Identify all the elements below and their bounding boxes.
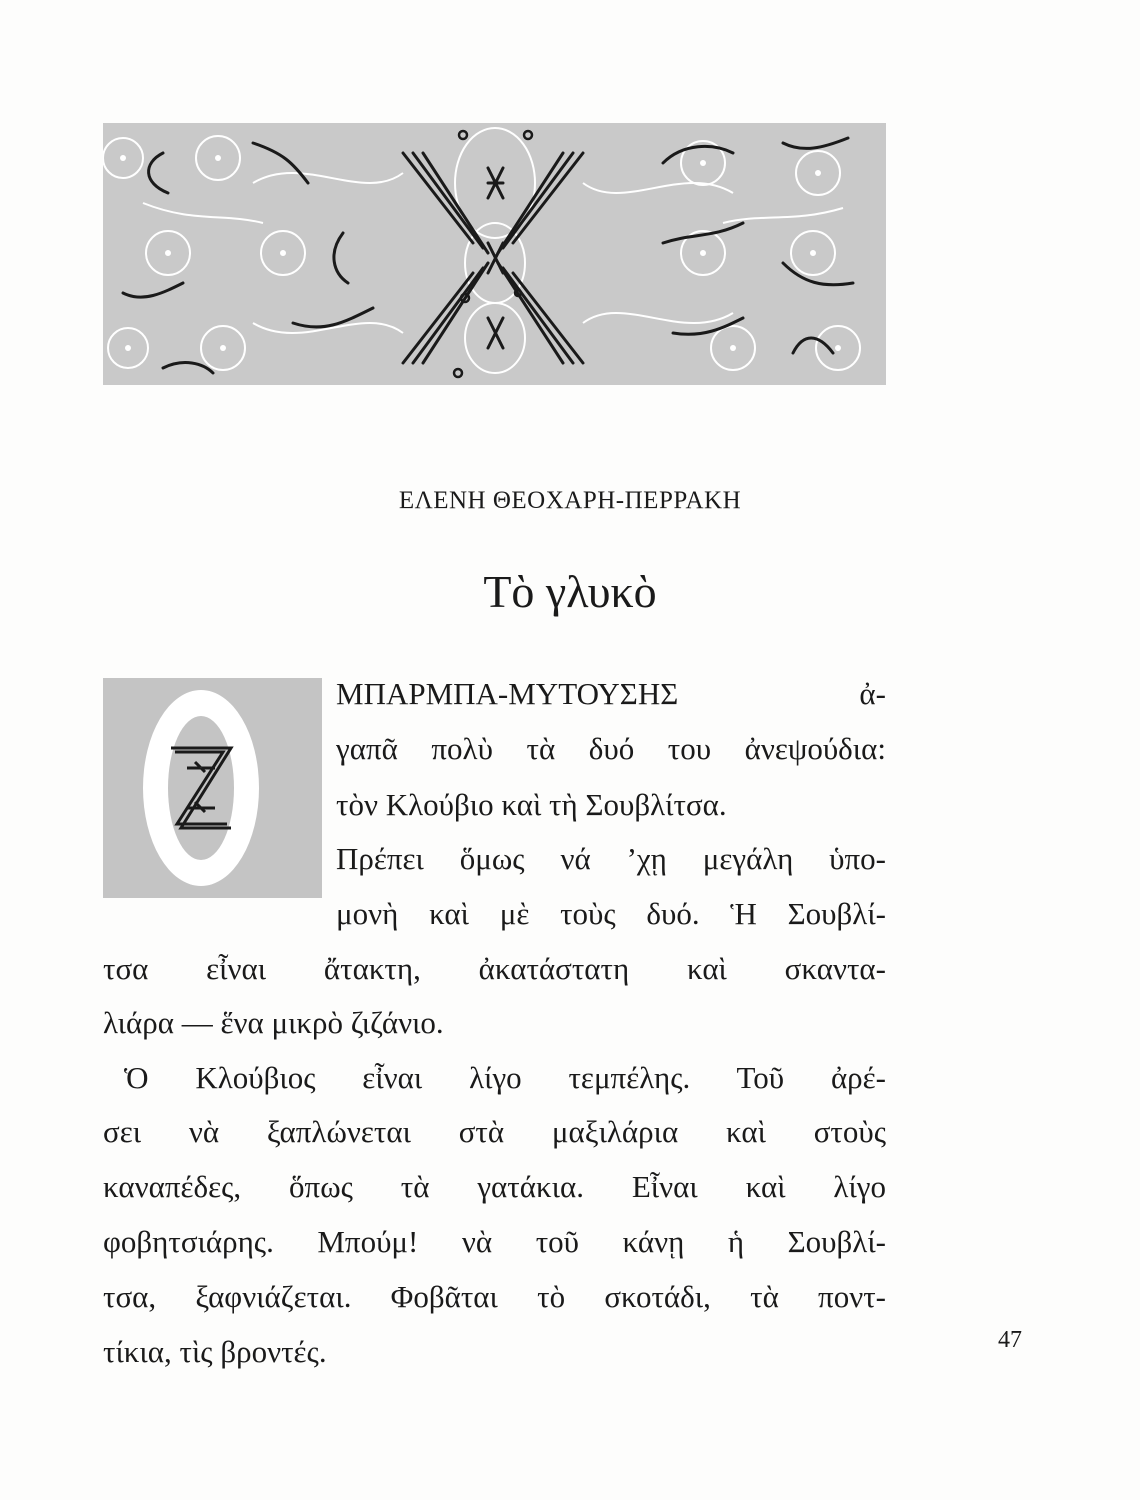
floral-vine-ornament-icon bbox=[103, 123, 886, 385]
drop-cap bbox=[103, 678, 322, 898]
body-line: ΜΠΑΡΜΠΑ-ΜΥΤΟΥΣΗΣ ἀ- bbox=[336, 676, 886, 711]
author-name: ΕΛΕΝΗ ΘΕΟΧΑΡΗ-ΠΕΡΡΑΚΗ bbox=[398, 487, 742, 514]
body-line: τσα, ξαφνιάζεται. Φοβᾶται τὸ σκοτάδι, τὰ ποντ- bbox=[103, 1279, 886, 1314]
body-line: τὸν Κλούβιο καὶ τὴ Σουβλίτσα. bbox=[336, 787, 727, 822]
body-line: καναπέδες, ὅπως τὰ γατάκια. Εἶναι καὶ λίγο bbox=[103, 1169, 886, 1204]
body-line: λιάρα — ἕνα μικρὸ ζιζάνιο. bbox=[103, 1005, 444, 1040]
body-line: γαπᾶ πολὺ τὰ δυό του ἀνεψούδια: bbox=[336, 731, 886, 766]
drop-cap-letter: Ο bbox=[200, 768, 202, 769]
body-line: Ὁ Κλούβιος εἶναι λίγο τεμπέλης. Τοῦ ἀρέ- bbox=[124, 1060, 886, 1095]
page-number: 47 bbox=[998, 1327, 1022, 1353]
body-line: τσα εἶναι ἄτακτη, ἀκατάστατη καὶ σκαντα- bbox=[103, 951, 886, 986]
body-line: σει νὰ ξαπλώνεται στὰ μαξιλάρια καὶ στοὺς bbox=[103, 1114, 886, 1149]
body-line: μονὴ καὶ μὲ τοὺς δυό. Ἡ Σουβλί- bbox=[336, 896, 886, 931]
body-line: Πρέπει ὅμως νά ’χῃ μεγάλη ὑπο- bbox=[336, 841, 886, 876]
story-title: Τὸ γλυκὸ bbox=[483, 566, 657, 617]
body-line: τίκια, τὶς βροντές. bbox=[103, 1334, 327, 1369]
body-line: φοβητσιάρης. Μπούμ! νὰ τοῦ κάνῃ ἡ Σουβλί- bbox=[103, 1224, 886, 1259]
hourglass-zigzag-ornament-icon bbox=[103, 678, 322, 898]
